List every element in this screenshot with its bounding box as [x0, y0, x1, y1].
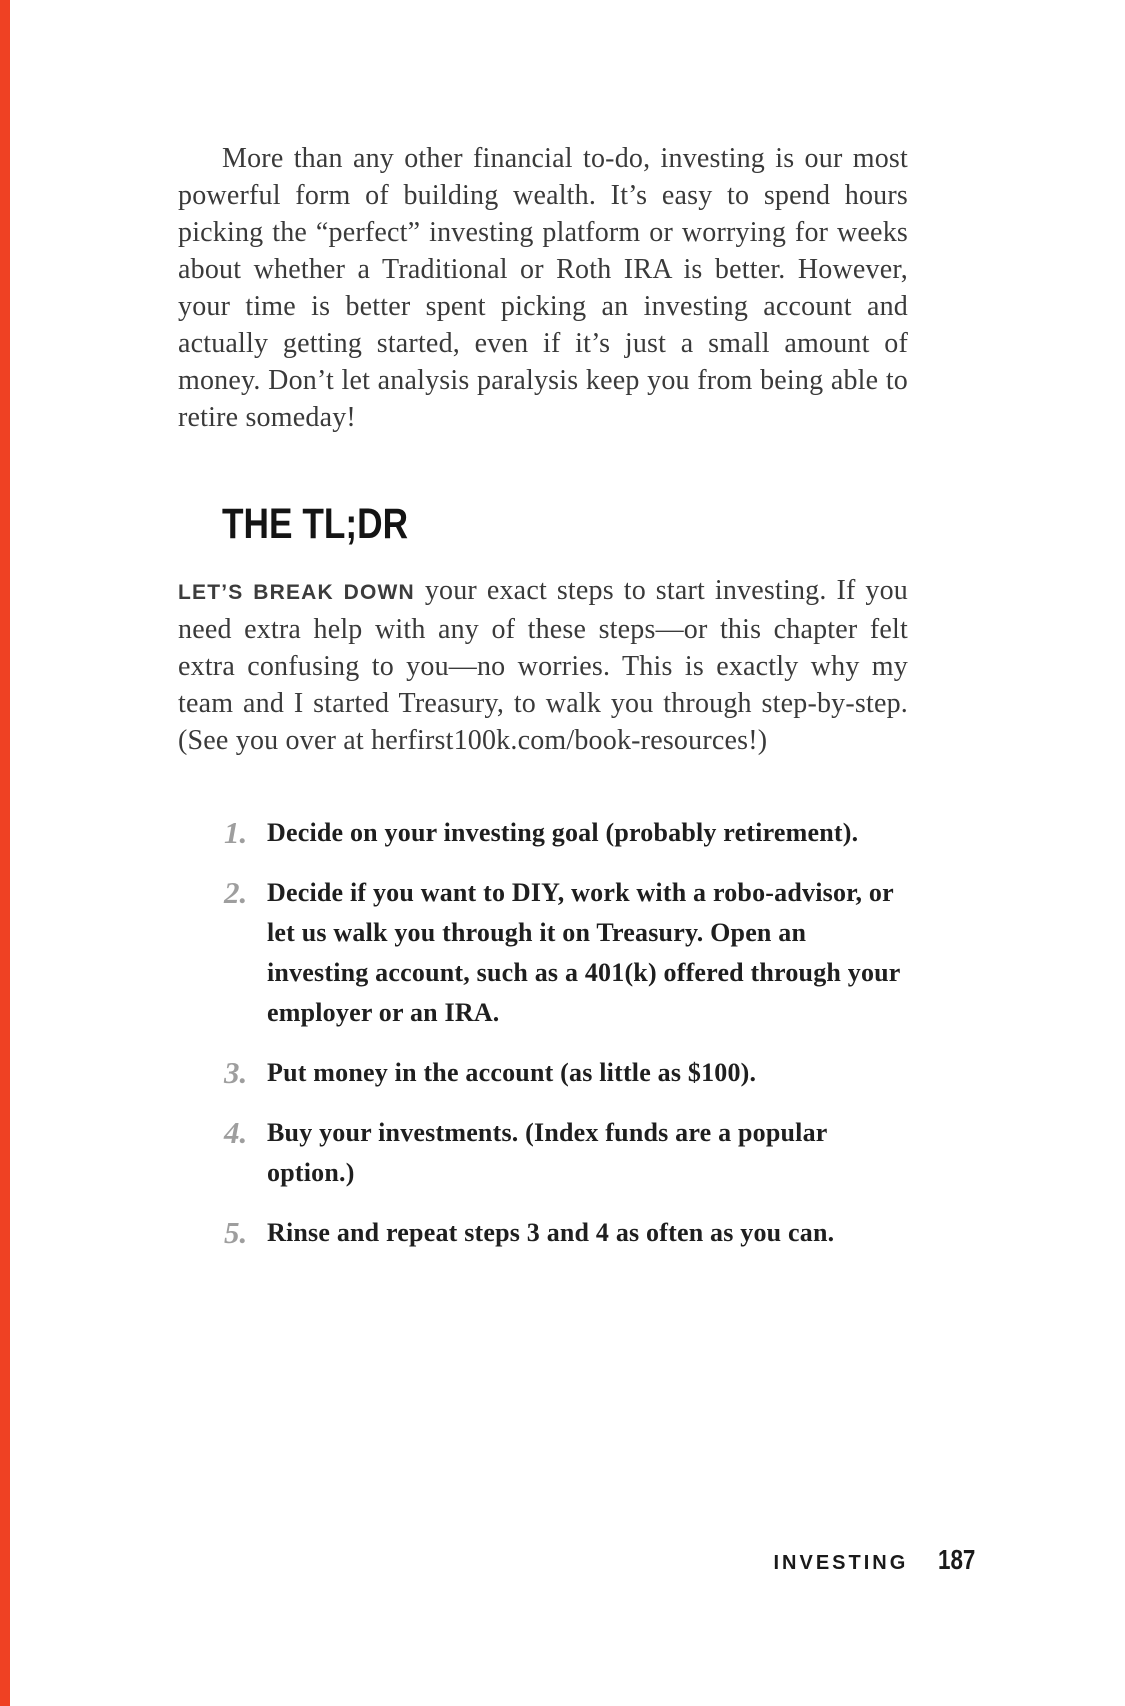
step-text: Put money in the account (as little as $100).: [267, 1058, 757, 1087]
step-number: 4.: [224, 1115, 248, 1150]
step-text: Decide on your investing goal (probably retirement).: [267, 818, 859, 847]
list-item: [178, 1213, 908, 1253]
tldr-paragraph-body: your exact steps to start investing. If you need extra help with any of these steps—or this chapter felt extra confusing to you—no worries. This is exactly why my team and I started Treasury, to walk you through step-by-step. (See you over at herfirst100k.com/book-resources!): [178, 575, 909, 756]
intro-paragraph: More than any other financial to-do, investing is our most powerful form of building wealth. It’s easy to spend hours picking the “perfect” investing platform or worrying for weeks about whether a Traditional or Roth IRA is better. However, your time is better spent picking an investing account and actually getting started, even if it’s just a small amount of money. Don’t let analysis paralysis keep you from being able to retire someday!: [178, 143, 908, 433]
lead-in-text: LET’S BREAK DOWN: [178, 581, 415, 604]
step-number: 3.: [224, 1055, 248, 1090]
list-item: [178, 813, 908, 853]
running-footer: [773, 1544, 985, 1576]
section-heading-tldr: THE TL;DR: [222, 500, 409, 548]
step-number: 2.: [224, 875, 248, 910]
steps-list: [178, 813, 908, 1253]
chapter-accent-bar: [0, 0, 10, 1706]
list-item: [178, 1053, 908, 1093]
page-content: [178, 140, 908, 1273]
step-text: Decide if you want to DIY, work with a robo-advisor, or let us walk you through it on Treasury. Open an investing account, such as a 401(k) offered through your employer or an IRA.: [267, 878, 901, 1027]
step-number: 5.: [224, 1215, 248, 1250]
tldr-paragraph: [178, 572, 908, 759]
footer-chapter-label: INVESTING: [773, 1552, 909, 1574]
step-text: Rinse and repeat steps 3 and 4 as often as you can.: [267, 1218, 835, 1247]
step-text: Buy your investments. (Index funds are a popular option.): [267, 1118, 828, 1187]
footer-page-number: 187: [938, 1544, 976, 1575]
step-number: 1.: [224, 815, 248, 850]
list-item: [178, 873, 908, 1033]
list-item: [178, 1113, 908, 1193]
